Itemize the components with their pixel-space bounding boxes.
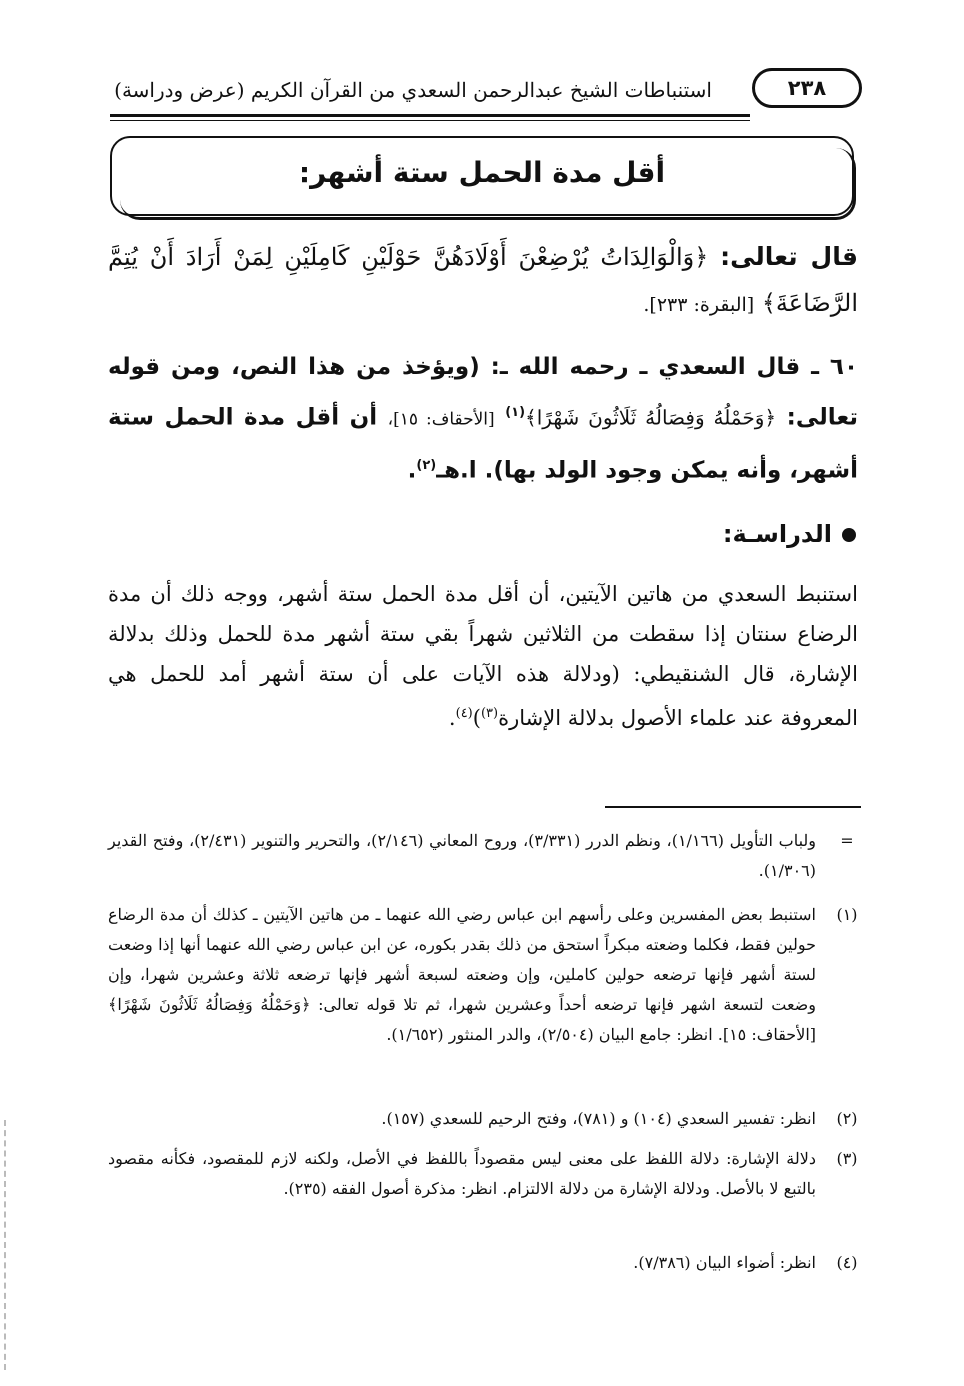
footnote-text: انظر: تفسير السعدي (١٠٤) و (٧٨١)، وفتح الرحيم للسعدي (١٥٧).	[381, 1109, 816, 1128]
verse-reference: [البقرة: ٢٣٣].	[643, 294, 755, 316]
saadi-quote	[108, 344, 858, 493]
bullet-icon	[842, 528, 856, 542]
footnote-mark: (٤)	[836, 1253, 858, 1272]
page-header	[110, 64, 862, 116]
footnote-2	[108, 1104, 864, 1134]
footnote-text: انظر: أضواء البيان (٧/٣٨٦).	[633, 1253, 816, 1272]
section-title: أقل مدة الحمل ستة أشهر:	[298, 156, 666, 189]
footnote-3	[108, 1144, 864, 1204]
header-rule	[110, 114, 750, 117]
footnote-continuation	[108, 826, 864, 886]
study-close-paren: )	[472, 706, 481, 730]
study-end: .	[448, 706, 456, 730]
study-heading	[723, 520, 856, 548]
footnote-mark: (١)	[836, 905, 858, 924]
scan-edge-marks	[4, 1120, 8, 1370]
footnote-4	[108, 1248, 864, 1278]
study-paragraph	[108, 574, 858, 738]
study-text: استنبط السعدي من هاتين الآيتين، أن أقل مدة الحمل ستة أشهر، ووجه ذلك أن مدة الرضاع سنتان إذا سقطت من الثلاثين شهراً بقي ستة أشهر مدة للحمل وذلك بدلالة الإشارة، قال الشنقيطي: (ودلالة هذه الآيات على أن ستة أشهر أمد للحمل هي المعروفة عند علماء الأصول بدلالة الإشارة	[108, 582, 858, 730]
footnote-divider	[605, 806, 861, 808]
page-number-badge: ٢٣٨	[752, 68, 862, 108]
footnote-mark: =	[840, 831, 854, 850]
study-heading-text: الدراسـة:	[722, 520, 832, 548]
footnote-text: استنبط بعض المفسرين وعلى رأسهم ابن عباس رضي الله عنهما ـ من هاتين الآيتين ـ كذلك أن مدة الرضاع حولين فقط، فكلما وضعته مبكراً استحق من ذلك بقدر بكوره، عن ابن عباس رضي الله عنهما أنها إذا وضعت لستة أشهر فإنها ترضعه حولين كاملين، وإن وضعته لسبعة أشهر فإنها ترضعه ثلاثة وعشرين شهرا، وإن وضعت لتسعة اشهر فإنها ترضعه أحداً وعشرين شهرا، ثم تلا قوله تعالى: ﴿وَحَمْلُهُ وَفِصَالُهُ ثَلَاثُونَ شَهْرًا﴾ [الأحقاف: ١٥]. انظر: جامع البيان (٢/٥٠٤)، والدر المنثور (١/٦٥٢).	[108, 905, 816, 1044]
verse-text: ﴿وَالْوَالِدَاتُ يُرْضِعْنَ أَوْلَادَهُنَّ حَوْلَيْنِ كَامِلَيْنِ لِمَنْ أَرَادَ أَنْ يُتِمَّ الرَّضَاعَةَ﴾	[108, 243, 858, 317]
quote-verse: ﴿وَحَمْلُهُ وَفِصَالُهُ ثَلَاثُونَ شَهْرًا﴾	[525, 405, 777, 430]
verse-lead: قال تعالى:	[720, 242, 858, 271]
footnote-ref-1[interactable]: (١)	[505, 405, 526, 420]
footnote-1	[108, 900, 864, 1050]
footnote-ref-2[interactable]: (٢)	[416, 457, 437, 473]
verse-paragraph	[108, 234, 858, 328]
quote-end: .	[407, 457, 417, 484]
footnote-text: دلالة الإشارة: دلالة اللفظ على معنى ليس مقصوداً باللفظ في الأصل، ولكنه لازم للمقصود، فكأنه مقصود بالتبع لا بالأصل. ودلالة الإشارة من دلالة الالتزام. انظر: مذكرة أصول الفقه (٢٣٥).	[108, 1149, 816, 1198]
section-title-box	[110, 136, 854, 216]
quote-reference: [الأحقاف: ١٥]،	[387, 409, 495, 430]
footnote-mark: (٢)	[836, 1109, 858, 1128]
footnote-mark: (٣)	[836, 1149, 858, 1168]
footnote-ref-3[interactable]: (٣)	[480, 706, 499, 721]
footnote-ref-4[interactable]: (٤)	[455, 706, 473, 721]
running-title: استنباطات الشيخ عبدالرحمن السعدي من القرآن الكريم (عرض ودراسة)	[114, 78, 712, 102]
quote-part-2: أن أقل مدة الحمل ستة أشهر، وأنه يمكن وجود الولد بها). ا.هـ	[108, 404, 858, 484]
footnote-text: ولباب التأويل (١/١٦٦)، ونظم الدرر (٣/٣٣١)، وروح المعاني (٢/١٤٦)، والتحرير والتنوير (٢/٤٣١)، وفتح القدير (١/٣٠٦).	[108, 831, 817, 880]
header-rule-thin	[110, 120, 750, 121]
quote-part-1: ٦٠ ـ قال السعدي ـ رحمه الله ـ: (ويؤخذ من هذا النص، ومن قوله تعالى:	[108, 354, 858, 431]
